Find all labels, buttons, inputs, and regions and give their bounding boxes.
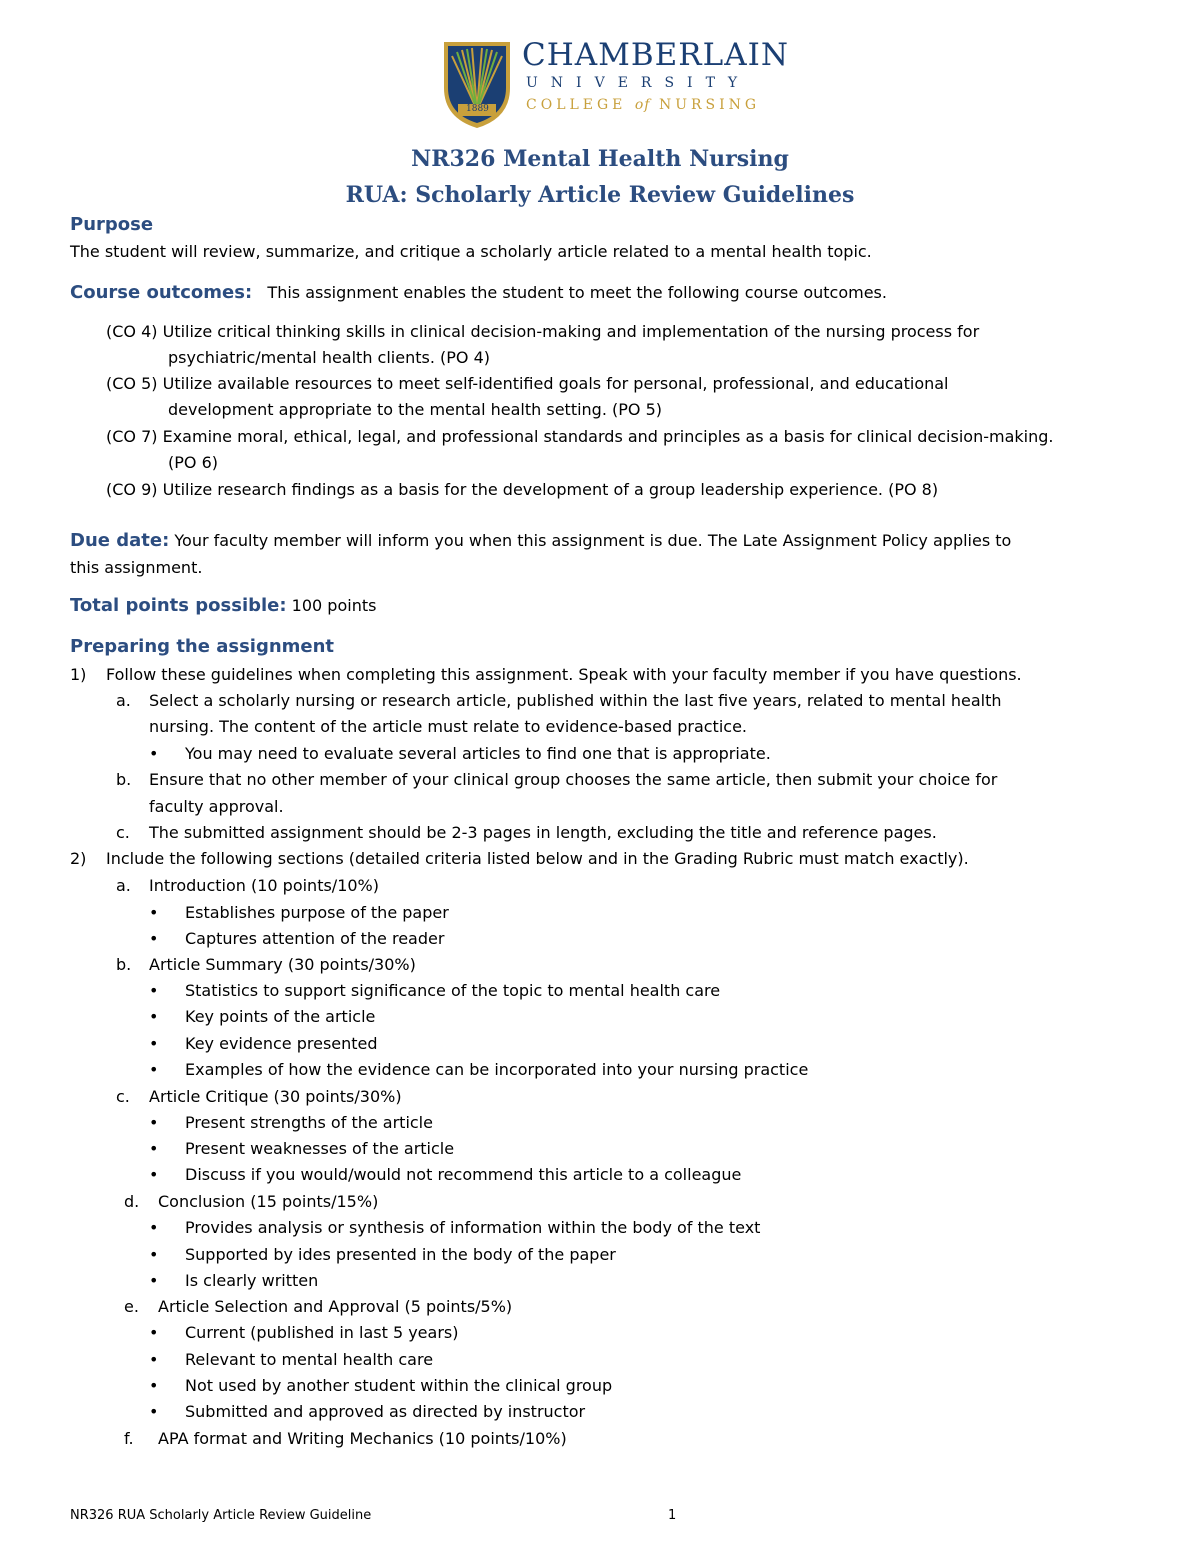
preparing-heading: Preparing the assignment bbox=[70, 636, 335, 657]
outcome-co4-line1: (CO 4) Utilize critical thinking skills in clinical decision-making and implementation of the nursing process for bbox=[106, 322, 980, 341]
bullet-dot: • bbox=[149, 1034, 159, 1053]
section-title: Article Critique (30 points/30%) bbox=[149, 1087, 402, 1106]
section-title: APA format and Writing Mechanics (10 points/10%) bbox=[158, 1429, 567, 1448]
section-letter: f. bbox=[124, 1429, 134, 1448]
item1-a-line1: Select a scholarly nursing or research article, published within the last five years, related to mental health bbox=[149, 691, 1002, 710]
outcome-co7-line1: (CO 7) Examine moral, ethical, legal, and professional standards and principles as a basis for clinical decision-making. bbox=[106, 427, 1054, 446]
item1-c-text: The submitted assignment should be 2-3 pages in length, excluding the title and reference pages. bbox=[149, 823, 937, 842]
bullet-dot: • bbox=[149, 1323, 159, 1342]
due-date-text1: Your faculty member will inform you when this assignment is due. The Late Assignment Policy applies to bbox=[174, 531, 1012, 550]
item1-b-line2: faculty approval. bbox=[149, 797, 284, 816]
due-date-text2: this assignment. bbox=[70, 558, 203, 577]
shield-crest-icon bbox=[440, 38, 514, 130]
bullet-dot: • bbox=[149, 929, 159, 948]
section-bullet: Present strengths of the article bbox=[185, 1113, 433, 1132]
section-bullet: Establishes purpose of the paper bbox=[185, 903, 449, 922]
total-points bbox=[70, 596, 376, 616]
page-number: 1 bbox=[668, 1508, 677, 1523]
course-title: NR326 Mental Health Nursing bbox=[411, 146, 789, 172]
bullet-dot: • bbox=[149, 1376, 159, 1395]
section-bullet: Current (published in last 5 years) bbox=[185, 1323, 459, 1342]
bullet-dot: • bbox=[149, 1007, 159, 1026]
bullet-dot: • bbox=[149, 903, 159, 922]
section-title: Conclusion (15 points/15%) bbox=[158, 1192, 379, 1211]
section-bullet: Supported by ides presented in the body of the paper bbox=[185, 1245, 616, 1264]
bullet-dot: • bbox=[149, 1245, 159, 1264]
bullet-dot: • bbox=[149, 1350, 159, 1369]
bullet-dot: • bbox=[149, 744, 159, 763]
chamberlain-logo bbox=[440, 37, 789, 130]
section-letter: a. bbox=[116, 876, 131, 895]
section-bullet: Is clearly written bbox=[185, 1271, 319, 1290]
outcome-co5-line2: development appropriate to the mental health setting. (PO 5) bbox=[168, 400, 662, 419]
section-bullet: Key points of the article bbox=[185, 1007, 376, 1026]
item1-b-letter: b. bbox=[116, 770, 132, 789]
logo-year: 1889 bbox=[466, 104, 489, 114]
bullet-dot: • bbox=[149, 981, 159, 1000]
section-bullet: Key evidence presented bbox=[185, 1034, 378, 1053]
section-title: Article Selection and Approval (5 points/5%) bbox=[158, 1297, 513, 1316]
purpose-heading: Purpose bbox=[70, 214, 154, 235]
item1-a-letter: a. bbox=[116, 691, 131, 710]
section-title: Introduction (10 points/10%) bbox=[149, 876, 379, 895]
section-bullet: Not used by another student within the clinical group bbox=[185, 1376, 613, 1395]
outcome-co9-line1: (CO 9) Utilize research findings as a basis for the development of a group leadership experience. (PO 8) bbox=[106, 480, 939, 499]
course-outcomes-intro: This assignment enables the student to meet the following course outcomes. bbox=[267, 283, 887, 302]
item1-text: Follow these guidelines when completing this assignment. Speak with your faculty member if you have questions. bbox=[106, 665, 1022, 684]
item2-text: Include the following sections (detailed criteria listed below and in the Grading Rubric must match exactly). bbox=[106, 849, 969, 868]
section-letter: c. bbox=[116, 1087, 130, 1106]
outcome-co4-line2: psychiatric/mental health clients. (PO 4) bbox=[168, 348, 490, 367]
list-num-2: 2) bbox=[70, 849, 87, 868]
item1-c-letter: c. bbox=[116, 823, 130, 842]
section-letter: e. bbox=[124, 1297, 139, 1316]
footer-text: NR326 RUA Scholarly Article Review Guideline bbox=[70, 1508, 372, 1523]
total-points-value: 100 points bbox=[291, 596, 377, 615]
list-num-1: 1) bbox=[70, 665, 87, 684]
section-bullet: Examples of how the evidence can be incorporated into your nursing practice bbox=[185, 1060, 809, 1079]
section-letter: b. bbox=[116, 955, 132, 974]
bullet-dot: • bbox=[149, 1402, 159, 1421]
course-outcomes-label: Course outcomes: bbox=[70, 282, 253, 303]
section-bullet: Captures attention of the reader bbox=[185, 929, 445, 948]
section-bullet: Submitted and approved as directed by instructor bbox=[185, 1402, 586, 1421]
section-letter: d. bbox=[124, 1192, 140, 1211]
due-date bbox=[70, 531, 1011, 551]
bullet-dot: • bbox=[149, 1165, 159, 1184]
bullet-dot: • bbox=[149, 1218, 159, 1237]
section-bullet: Relevant to mental health care bbox=[185, 1350, 434, 1369]
item1-a-bullet: You may need to evaluate several articles to find one that is appropriate. bbox=[185, 744, 771, 763]
outcome-co7-line2: (PO 6) bbox=[168, 453, 218, 472]
section-bullet: Discuss if you would/would not recommend this article to a colleague bbox=[185, 1165, 742, 1184]
bullet-dot: • bbox=[149, 1060, 159, 1079]
course-outcomes bbox=[70, 283, 887, 303]
item1-a-line2: nursing. The content of the article must relate to evidence-based practice. bbox=[149, 717, 747, 736]
due-date-label: Due date: bbox=[70, 530, 170, 551]
bullet-dot: • bbox=[149, 1113, 159, 1132]
section-bullet: Provides analysis or synthesis of information within the body of the text bbox=[185, 1218, 761, 1237]
logo-name: CHAMBERLAIN bbox=[522, 37, 789, 73]
section-title: Article Summary (30 points/30%) bbox=[149, 955, 416, 974]
bullet-dot: • bbox=[149, 1139, 159, 1158]
purpose-text: The student will review, summarize, and critique a scholarly article related to a mental health topic. bbox=[70, 242, 872, 261]
section-bullet: Statistics to support significance of the topic to mental health care bbox=[185, 981, 721, 1000]
bullet-dot: • bbox=[149, 1271, 159, 1290]
outcome-co5-line1: (CO 5) Utilize available resources to meet self-identified goals for personal, professional, and educational bbox=[106, 374, 949, 393]
item1-b-line1: Ensure that no other member of your clinical group chooses the same article, then submit your choice for bbox=[149, 770, 998, 789]
logo-university: UNIVERSITY bbox=[526, 75, 751, 91]
section-bullet: Present weaknesses of the article bbox=[185, 1139, 455, 1158]
logo-college: COLLEGE of NURSING bbox=[526, 97, 761, 113]
document-title: RUA: Scholarly Article Review Guidelines bbox=[345, 182, 855, 208]
total-points-label: Total points possible: bbox=[70, 595, 287, 616]
